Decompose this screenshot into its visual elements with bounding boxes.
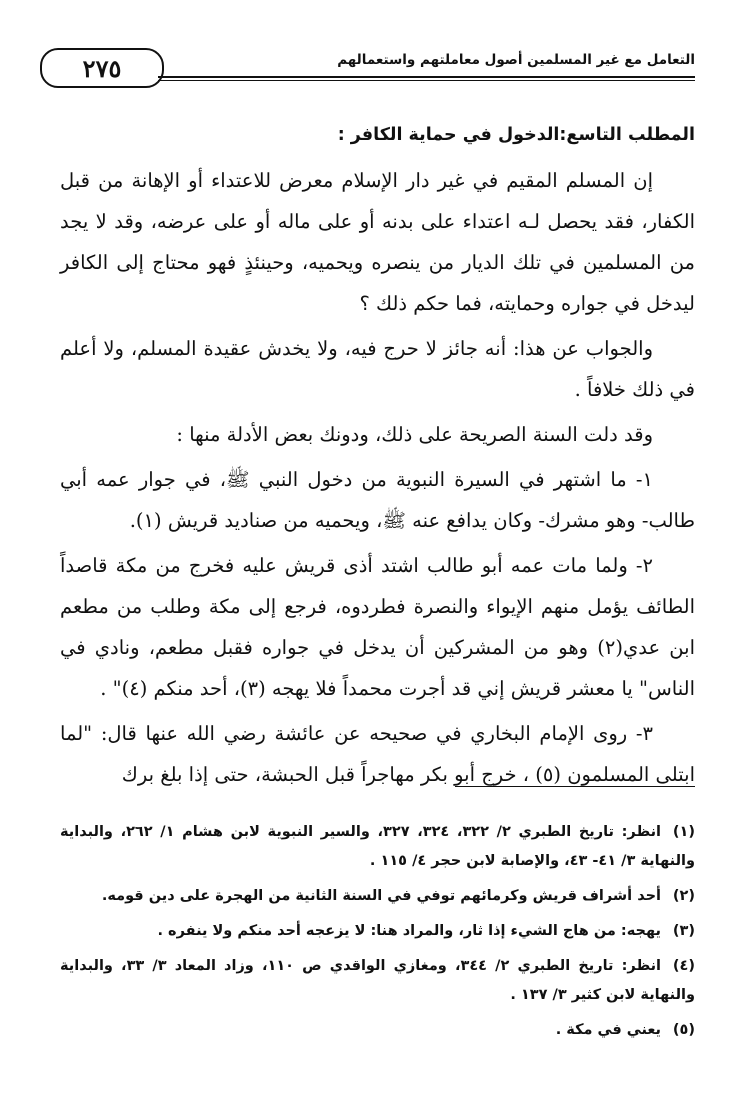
footnote (60, 917, 695, 946)
footnote-separator (455, 786, 695, 787)
footnote-text: يهجه: من هاج الشيء إذا ثار، والمراد هنا: لا يزعجه أحد منكم ولا ينفره . (157, 923, 661, 939)
header-rule (158, 76, 695, 78)
page-number: ٢٧٥ (40, 48, 164, 88)
paragraph-answer: والجواب عن هذا: أنه جائز لا حرج فيه، ولا يخدش عقيدة المسلم، ولا أعلم في ذلك خلافاً . (60, 337, 695, 401)
footnote-marker: (٣) (672, 923, 695, 939)
paragraph-evidence-intro: وقد دلت السنة الصريحة على ذلك، ودونك بعض الأدلة منها : (176, 423, 653, 446)
paragraph-evidence-3: ٣- روى الإمام البخاري في صحيحه عن عائشة رضي الله عنها قال: "لما ابتلى المسلمون (٥) ، خرج أبو بكر مهاجراً قبل الحبشة، حتى إذا بلغ برك (60, 722, 695, 786)
footnote (60, 952, 695, 1010)
footnote-marker: (٥) (672, 1022, 695, 1038)
header-rule-thin (158, 80, 695, 81)
footnote-text: يعني في مكة . (555, 1022, 661, 1038)
page-header (40, 48, 695, 90)
paragraph-evidence-1: ١- ما اشتهر في السيرة النبوية من دخول النبي ﷺ، في جوار عمه أبي طالب- وهو مشرك- وكان يدافع عنه ﷺ، ويحميه من صناديد قريش (١). (60, 468, 695, 532)
footnote-marker: (٤) (672, 958, 695, 974)
footnote (60, 1016, 695, 1045)
paragraph-evidence-2: ٢- ولما مات عمه أبو طالب اشتد أذى قريش عليه فخرج من مكة قاصداً الطائف يؤمل منهم الإيواء والنصرة فطردوه، فرجع إلى مكة وطلب من مطعم ابن عدي(٢) وهو من المشركين أن يدخل في جواره فقبل مطعم، ونادي في الناس" يا معشر قريش إني قد أجرت محمداً فلا يهجه (٣)، أحد منكم (٤)" . (60, 554, 695, 700)
footnote (60, 882, 695, 911)
footnote (60, 818, 695, 876)
footnote-text: انظر: تاريخ الطبري ٢/ ٣٢٢، ٣٢٤، ٣٢٧، والسير النبوية لابن هشام ١/ ٢٦٢، والبداية والنهاية ٣/ ٤١- ٤٣، والإصابة لابن حجر ٤/ ١١٥ . (60, 824, 695, 869)
footnotes (60, 818, 695, 1051)
section-title: المطلب التاسع:الدخول في حماية الكافر : (337, 125, 695, 145)
footnote-text: انظر: تاريخ الطبري ٢/ ٣٤٤، ومغازي الواقدي ص ١١٠، وزاد المعاد ٣/ ٣٣، والبداية والنهاية لابن كثير ٣/ ١٣٧ . (60, 958, 695, 1003)
main-text (60, 118, 695, 799)
running-title: التعامل مع غير المسلمين أصول معاملتهم واستعمالهم (337, 52, 695, 68)
footnote-marker: (١) (672, 824, 695, 840)
footnote-marker: (٢) (672, 888, 695, 904)
paragraph-intro: إن المسلم المقيم في غير دار الإسلام معرض للاعتداء أو الإهانة من قبل الكفار، فقد يحصل لـه اعتداء على بدنه أو على ماله أو على عرضه، وقد لا يجد من المسلمين في تلك الديار من ينصره ويحميه، وحينئذٍ فهو محتاج إلى الكافر ليدخل في جواره وحمايته، فما حكم ذلك ؟ (60, 169, 695, 315)
footnote-text: أحد أشراف قريش وكرمائهم توفي في السنة الثانية من الهجرة على دين قومه. (101, 888, 661, 904)
